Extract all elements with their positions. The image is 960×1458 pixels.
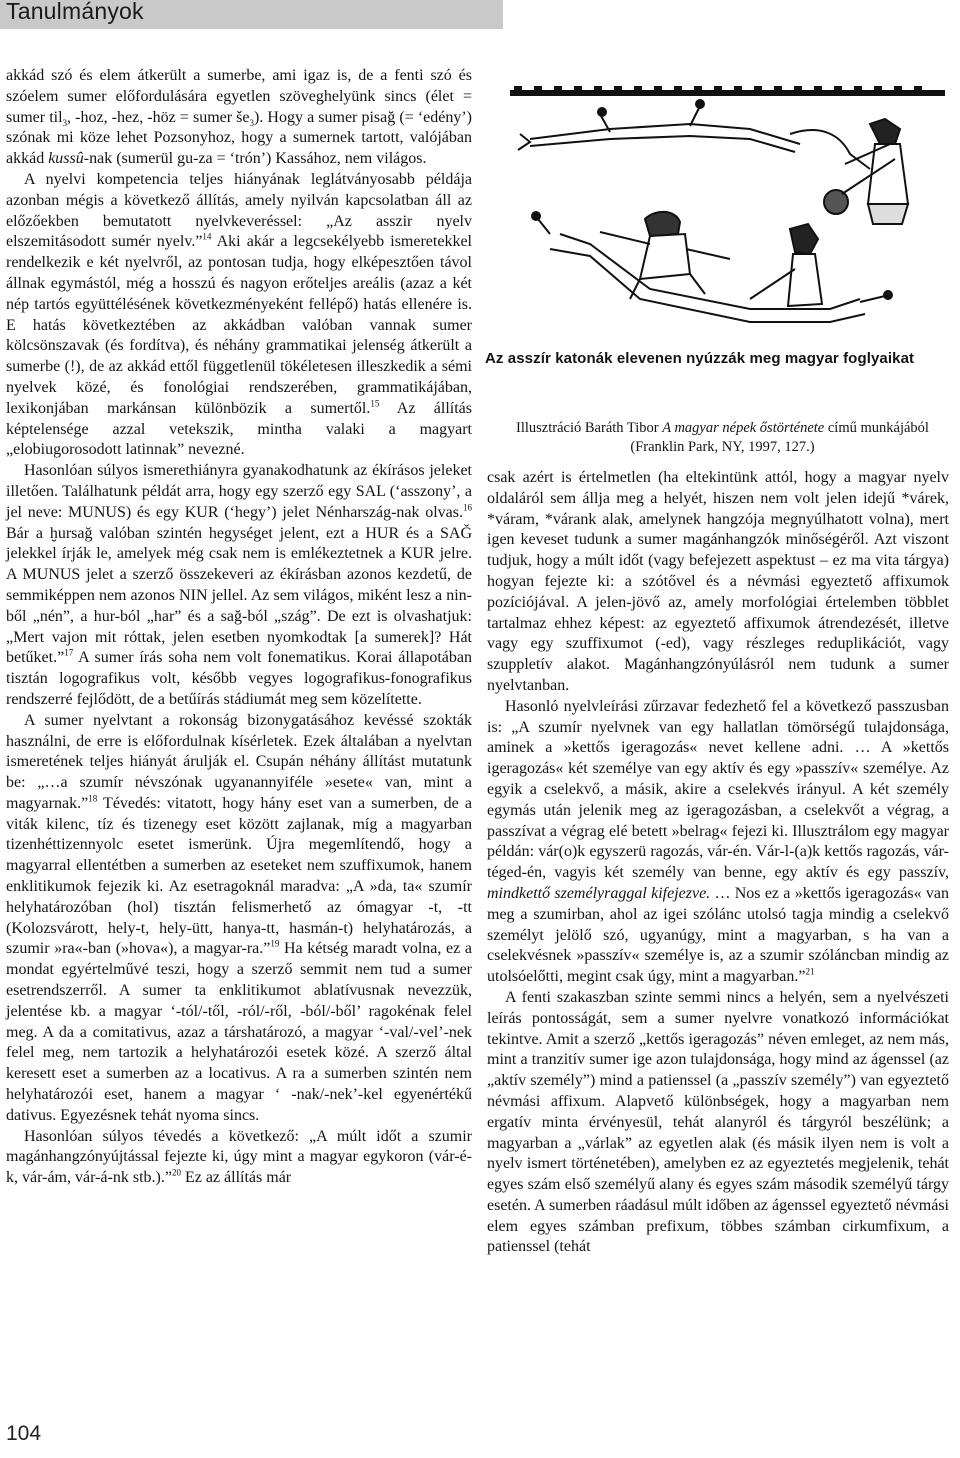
paragraph: akkád szó és elem átkerült a sumerbe, ami igaz is, de a fenti szó és szóelem sumer előfordulására egyetlen szöveghelyünk sincs (élet = sumer til$_3$, -hoz, -hez, -höz = sumer $še_3$). Hogy a sumer pisağ (= ‘edény’) szónak mi köze lehet Pozsonyhoz, hogy a sumernek tartott, valójában akkád kussû-nak (sumerül gu-za = ‘trón’) Kassához, nem világos. xyxy=(6,67,473,168)
footnote-ref: 17 xyxy=(64,647,74,658)
section-header xyxy=(0,0,503,29)
paragraph: csak azért is értelmetlen (ha eltekintünk attól, hogy a magyar nyelv oldaláról sem állja meg a helyét, hiszen nem volt jelen idejű *várek, *váram, *várank alak, amelynek hangzója megnyúlhatott volna), mert igen keveset tudunk a sumer magánhangzók minőségéről. Azt viszont tudjuk, hogy a múlt időt (vagy befejezett aspektust – ez ma vita tárgya) hogyan fejezte ki: a szótővel és a névmási egyeztető affixumok pozíciójával. A jelen-jövő az, amely morfológiai értelemben többlet tartalmaz ehhez képest: az egyeztető affixumok átrendezését, illetve vagy egy szuffixumot (-ed), vagy részleges reduplikációt, vagy szuppletív alakot. Magánhangzónyúlásról nem tudunk a sumer nyelvtanban. xyxy=(487,469,949,694)
assyrian-relief-illustration xyxy=(490,84,950,344)
footnote-ref: 14 xyxy=(202,232,212,243)
page-number: 104 xyxy=(6,1422,42,1445)
paragraph: A sumer nyelvtant a rokonság bizonygatásához kevéssé szokták használni, de erre is előfordulnak kísérletek. Ezek általában a nyelvtan ismeretének teljes hiányát árulják el. Csupán néhány állítást mutatunk be: „…a szumír névszónak ugyanannyiféle »esete« van, mint a magyarnak.”$^{18}$ Tévedés: vitatott, hogy hány eset van a sumerben, de a viták kilenc, tíz és tizenegy eset között zajlanak, míg a magyarban tizenhéttizennyolc esetet ismerünk. Újra megemlítendő, hogy a magyarral ellentétben a sumerben az eseteket nem szuffixumok, hanem enklitikumok fejezik ki. Az esetragoknál maradva: „A »da, ta« szumír helyhatározóban (hol) tisztán felismerhető az ómagyar -t, -tt (Kolozsvárott, hely-t, hely-ütt, hanya-tt, hasmán-t) helyhatározás, a szumir »ra«-ban (»hova«), a magyar-ra.”$^{19}$ Ha kétség maradt volna, ez a mondat egyértelművé teszi, hogy a szerző semmit nem tud a sumer esetrendszerről. A sumer ta enklitikumot ablatívusnak nevezzük, jelentése kb. a magyar ‘-tól/-től, -ról/-ről, -ból/-ből’ ragokénak felel meg. A da a comitativus, azaz a társhatározó, a magyar ‘-val/-vel’-nek felel meg, nem tartozik a helyhatározói esetek közé. A szerző által keresett eset a sumerben az a locativus. A ra a sumerben szintén nem helyhatározói eset, hanem a magyar ‘ -nak/-nek’-kel egyenértékű dativus. Egyezésnek tehát nyoma sincs. xyxy=(6,711,472,1124)
right-column xyxy=(487,468,949,1258)
footnote-ref: 15 xyxy=(370,398,380,409)
left-column xyxy=(6,66,472,1189)
footnote-ref: 21 xyxy=(805,966,815,977)
footnote-ref: 18 xyxy=(88,793,98,804)
paragraph: A fenti szakaszban szinte semmi nincs a helyén, sem a nyelvészeti leírás pontosságát, sem a sumer nyelvre vonatkozó információkat tekintve. Amit a szerző „kettős igeragozás” néven emleget, az nem más, mint a tranzitív sumer ige azon tulajdonsága, hogy mind az ágenssel (az „aktív személy”) mind a patienssel (a „passzív személy”) van egyeztető névmási affixum. Alapvető különbségek, hogy a magyarban nem ergatív minta érvényesül, tehát alanyról és tárgyról beszélünk; a magyarban a „várlak” az egyetlen alak (és másik ilyen nem is volt a nyelv ismert történetében), amelyben ez az egyeztetés megjelenik, tehát egyes szám első személyű alany és egyes szám második személyű tárgy esetén. A sumerben ráadásul múlt időben az ágenssel egyeztető névmási elem egyes számban prefixum, többes számban cirkumfixum, a patienssel (tehát xyxy=(487,988,949,1256)
footnote-ref: 20 xyxy=(171,1167,181,1178)
paragraph: Hasonló nyelvleírási zűrzavar fedezhető fel a következő passzusban is: „A szumír nyelvnek van egy hallatlan tömörségű tulajdonsága, aminek a »kettős igeragozás« nevet kellene adni. … A »kettős igeragozás« két személye van egy aktív és egy »passzív« személye. Az egyik a cselekvő, a másik, akire a cselekvés irányul. A két személy egymás után jelenik meg az igeragozásban, a cselekvőt a végrag, a passzívat a végrag elé betett »belrag« fejezi ki. Illusztrálom egy magyar példán: vár(o)k egyszerü ragozás, vár-én. Vár-l-(a)k kettős ragozás, vár-téged-én, vagyis két személy van benne, egy aktív és egy passzív, mindkettő személyraggal kifejezve. … Nos ez a »kettős igeragozás« van meg a szumirban, ahol az igei szólánc utolsó tagja mindig a cselekvő személyt jelölő szó, ugyanúgy, mint a magyarban, s ha van a cselekvésnek »passzív« személye is, az a szumir szóláncban mindig az utolsóelőtti, megint csak úgy, mint a magyarban.”$^{21}$ xyxy=(487,697,950,986)
illustration-caption: Illusztráció Baráth Tibor A magyar népek őstörténete című munkájából (Franklin Park, NY, 1997, 127.) xyxy=(516,420,929,455)
footnote-ref: 19 xyxy=(270,939,280,950)
footnote-ref: 16 xyxy=(463,502,472,513)
paragraph: A nyelvi kompetencia teljes hiányának leglátványosabb példája azonban mégis a következő állítás, amely nyilván kapcsolatban áll az előzőekben bemutatott nyelvkeveréssel: „Az asszir nyelv elszemitásodott sumér nyelv.”$^{14}$ Aki akár a legcsekélyebb ismeretekkel rendelkezik e két nyelvről, az pontosan tudja, hogy elképesztően távol állnak egymástól, még a hosszú és nagyon erőteljes areális (azaz a két nép tartós együttélésének következményeként fellépő) hatás ellenére is. E hatás következtében az akkádban valóban vannak sumer kölcsönszavak (és fordítva), és néhány grammatikai jelenség átkerült a sumerbe (!), de az akkád ettől függetlenül tökéletesen illeszkedik a sémi nyelvek közé, és fonológiai rendszerében, grammatikájában, lexikonjában markánsan különbözik a sumertől.$^{15}$ Az állítás képtelensége azzal vetekszik, mintha valaki a magyart „elobiugorosodott latinnak” nevezné. xyxy=(6,170,473,459)
illustration-title: Az asszír katonák elevenen nyúzzák meg magyar foglyaikat xyxy=(485,350,915,367)
paragraph: Hasonlóan súlyos tévedés a következő: „A múlt időt a szumir magánhangzónyújtással fejezte ki, úgy mint a magyar egykoron (vár-é-k, vár-ám, vár-á-nk stb.).”$^{20}$ Ez az állítás már xyxy=(6,1127,472,1187)
paragraph: Hasonlóan súlyos ismerethiányra gyanakodhatunk az ékírásos jeleket illetően. Találhatunk példát arra, hogy egy szerző egy SAL (‘asszony’, a jel neve: MUNUS) és egy KUR (‘hegy’) jelet Nénharszág-nak olvas.$^{16}$ Bár a ḫursağ valóban szintén hegységet jelent, ezt a HUR és a SAǦ jelekkel írják le, amelyek még csak nem is emlékeztetnek a KUR jelre. A MUNUS jelet a szerző összekeveri az ékírásban azonos kezdetű, de semmiképpen nem azonos NIN jellel. Az sem világos, miként lesz a nin-ből „nén”, a hur-ból „har” és a sağ-ból „szág”. De ezt is olvashatjuk: „Mert vajon mit róttak, jelen esetben nyomkodtak [a sumerek]? Hát betűket.”$^{17}$ A sumer írás soha nem volt fonematikus. Korai állapotában tisztán logografikus volt, később vegyes logografikus-fonografikus rendszerré fejlődött, de a betűírás stádiumát meg sem közelítette. xyxy=(6,462,472,708)
section-title: Tanulmányok xyxy=(6,0,144,24)
